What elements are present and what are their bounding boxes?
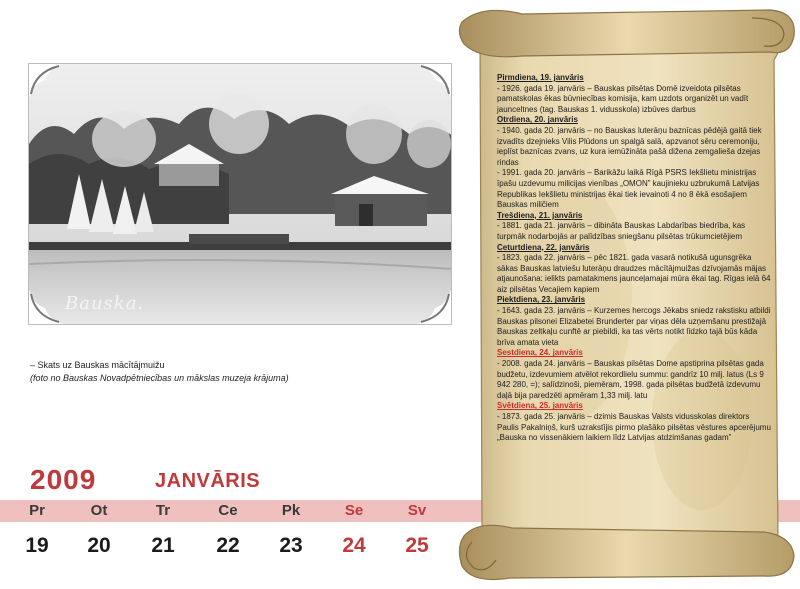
- entry-day-heading: Piektdiena, 23. janvāris: [497, 295, 586, 305]
- entry-day-heading-weekend: Svētdiena, 25. janvāris: [497, 401, 583, 411]
- entry-day-heading: Otrdiena, 20. janvāris: [497, 115, 578, 125]
- day-number-weekend: 24: [342, 534, 366, 557]
- calendar-month: JANVĀRIS: [155, 470, 261, 492]
- scroll-entry: [497, 73, 772, 115]
- scroll-entry: [497, 211, 772, 243]
- historic-photo: [28, 63, 452, 325]
- weekday-name: Ot: [90, 502, 108, 519]
- scroll-entry: [497, 115, 772, 210]
- weekday-name-weekend: Sv: [407, 502, 427, 519]
- photo-corner-ornament: [417, 64, 451, 98]
- scroll-text: [497, 73, 772, 444]
- entry-text: - 1926. gada 19. janvāris – Bauskas pilsētas Domē izveidota pilsētas pamatskolas ēkas būvniecības komisija, kam uzdots organizēt un vadīt jaunceltnes (tag. Bauskas 1. vidusskola) izbūves darbus: [497, 83, 749, 114]
- photo-corner-ornament: [29, 64, 63, 98]
- day-number: 23: [279, 534, 303, 557]
- entry-text: - 1881. gada 21. janvāris – dibināta Bauskas Labdarības biedrība, kas turpmāk nodarbojās ar palīdzības sniegšanu pilsētas trūkumcietējiem: [497, 221, 746, 241]
- photo-corner-ornament: [417, 290, 451, 324]
- weekday-name: Pk: [281, 502, 301, 519]
- photo-scene: [29, 64, 452, 325]
- day-number: 21: [151, 534, 175, 557]
- photo-signature: Bauska.: [65, 293, 145, 314]
- entry-day-heading: Ceturtdiena, 22. janvāris: [497, 242, 590, 252]
- scroll-entry: [497, 243, 772, 296]
- weekday-name-weekend: Se: [344, 502, 364, 519]
- entry-day-heading: Pirmdiena, 19. janvāris: [497, 73, 584, 82]
- entry-text: - 1873. gada 25. janvāris – dzimis Bauskas Valsts vidusskolas direktors Paulis Pakalniņš, kurš uzrakstījis pirmo plašāko pilsētas vēstures apcerējumu „Bauska no vissenākiem laikiem līdz Latvijas atdzimšanas gadam”: [497, 412, 771, 443]
- scroll-entry: [497, 348, 772, 401]
- day-number: 19: [25, 534, 49, 557]
- day-number: 20: [87, 534, 111, 557]
- entry-text: - 1643. gada 23. janvāris – Kurzemes hercogs Jēkabs sniedz rakstisku atbildi Bauskas pilsonei Elizabetei Brunderter par viņas dēla uzņemšanu prestižajā Bauskas zeltkaļu cunftē ar piebildi, ka tas vērts notikt līdzko tajā būs kāda brīva amata vieta: [497, 306, 771, 347]
- entry-text: - 1823. gada 22. janvāris – pēc 1821. gada vasarā notikušā ugunsgrēka sākas Bauskas latviešu luterāņu draudzes mācītājmuižas dzīvojamās mājas atjaunošana: ielikts pamatakmens jaunceļamajai mūra ēkai tag. Rīgas ielā 64 aiz pilsētas Vecajiem kapiem: [497, 253, 771, 294]
- entry-day-heading: Trešdiena, 21. janvāris: [497, 210, 583, 220]
- entry-text: - 2008. gada 24. janvāris – Bauskas pilsētas Dome apstiprina pilsētas gada budžetu, izdevumiem atvēlot rekordlielu summu: gandrīz 10 milj. latus (Ls 9 942 280, =); salīdzinoši, piemēram, 1998. gada pilsētas budžetā izdevumu daļā bija paredzēti apmēram 1,33 milj. latu: [497, 359, 764, 400]
- caption-source: (foto no Bauskas Novadpētniecības un mākslas muzeja krājuma): [30, 373, 289, 383]
- weekday-name: Ce: [218, 502, 238, 519]
- calendar-year: 2009: [30, 464, 97, 495]
- entry-day-heading-weekend: Sestdiena, 24. janvāris: [497, 348, 583, 358]
- day-number-weekend: 25: [405, 534, 429, 557]
- caption-title: – Skats uz Bauskas mācītājmuižu: [30, 360, 165, 370]
- weekday-name: Pr: [29, 502, 45, 519]
- weekday-name: Tr: [155, 502, 171, 519]
- entry-text: - 1940. gada 20. janvāris – no Bauskas luterāņu baznīcas pēdējā gaitā tiek izvadīts dzejnieks Vilis Plūdons un spalgā salā, apzvanot sēru ceremoniju, ieplīst baznīcas zvans, uz kura iemūžināta pašā dižena zemgalieša dzejas rindas - 1991. gada 20. janvāris – Barikāžu laikā Rīgā PSRS Iekšlietu ministrijas īpašu uzdevumu milicijas vienības „OMON” kaujinieku uzbrukumā Latvijas Republikas Iekšlietu ministrijas ēkai tiek ievainoti 4 no 8 ēkā esošajiem Bauskas miličiem: [497, 125, 762, 210]
- scroll-entry: [497, 401, 772, 443]
- photo-corner-ornament: [29, 290, 63, 324]
- day-number: 22: [216, 534, 240, 557]
- photo-caption: [30, 359, 450, 385]
- scroll-entry: [497, 295, 772, 348]
